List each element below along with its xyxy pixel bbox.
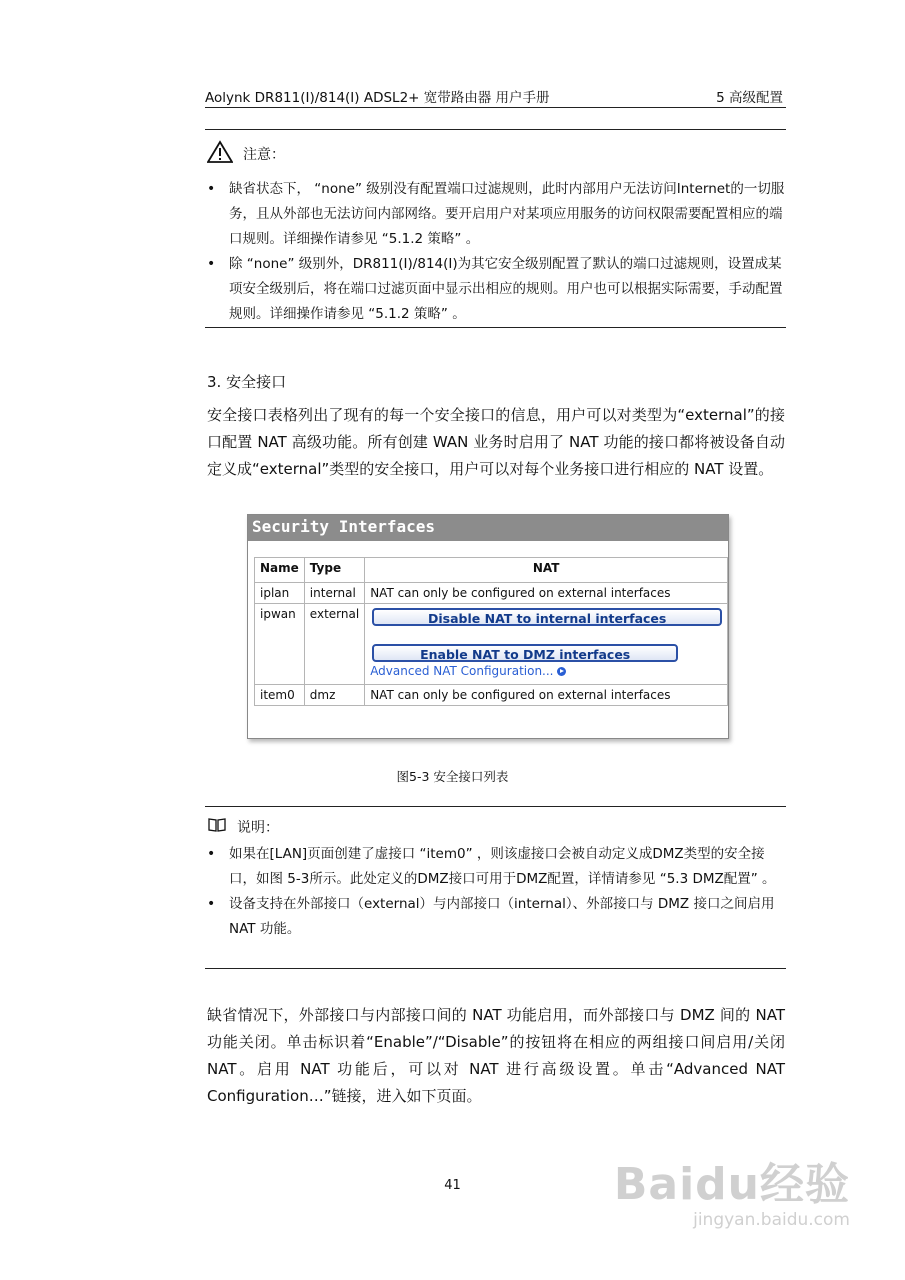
row-name: item0 bbox=[255, 685, 305, 706]
watermark bbox=[614, 1148, 850, 1230]
warning-icon bbox=[207, 140, 233, 168]
page-number: 41 bbox=[444, 1178, 461, 1193]
explanation-top-rule bbox=[205, 806, 786, 807]
note-item-1: • 缺省状态下， “none” 级别没有配置端口过滤规则，此时内部用户无法访问Internet的一切服务，且从外部也无法访问内部网络。要开启用户对某项应用服务的访问权限需要配置相应的端口规则。详细操作请参见 “5.1.2 策略” 。 bbox=[207, 177, 785, 252]
note-title: 注意： bbox=[243, 147, 285, 163]
note-item-2: • 除 “none” 级别外，DR811(I)/814(I)为其它安全级别配置了默认的端口过滤规则，设置成某项安全级别后，将在端口过滤页面中显示出相应的规则。用户也可以根据实际需要，手动配置规则。详细操作请参见 “5.1.2 策略” 。 bbox=[207, 252, 785, 327]
enable-nat-dmz-button[interactable]: Enable NAT to DMZ interfaces bbox=[372, 644, 678, 662]
col-name-header: Name bbox=[255, 558, 305, 583]
row-type: internal bbox=[304, 583, 364, 604]
row-nat: NAT can only be configured on external interfaces bbox=[365, 583, 728, 604]
row-nat-actions bbox=[365, 604, 728, 685]
header-rule bbox=[205, 107, 786, 108]
col-nat-header: NAT bbox=[365, 558, 728, 583]
watermark-url: jingyan.baidu.com bbox=[693, 1210, 850, 1230]
note-bottom-rule bbox=[205, 327, 786, 328]
note-list bbox=[207, 177, 785, 327]
disable-nat-internal-button[interactable]: Disable NAT to internal interfaces bbox=[372, 608, 722, 626]
row-name: ipwan bbox=[255, 604, 305, 685]
advanced-nat-link-row[interactable] bbox=[370, 664, 722, 678]
row-type: external bbox=[304, 604, 364, 685]
col-type-header: Type bbox=[304, 558, 364, 583]
watermark-brand: Baidu经验 bbox=[613, 1159, 850, 1210]
row-name: iplan bbox=[255, 583, 305, 604]
table-row bbox=[255, 583, 728, 604]
section-paragraph: 安全接口表格列出了现有的每一个安全接口的信息，用户可以对类型为“external”的接口配置 NAT 高级功能。所有创建 WAN 业务时启用了 NAT 功能的接口都将被设备自动定义成“external”类型的安全接口，用户可以对每个业务接口进行相应的 NAT 设置。 bbox=[207, 406, 785, 478]
row-type: dmz bbox=[304, 685, 364, 706]
table-row bbox=[255, 685, 728, 706]
closing-paragraph: 缺省情况下，外部接口与内部接口间的 NAT 功能启用，而外部接口与 DMZ 间的 NAT 功能关闭。单击标识着“Enable”/“Disable”的按钮将在相应的两组接口间启用/关闭 NAT。启用 NAT 功能后，可以对 NAT 进行高级设置。单击“Advanced NAT Configuration…”链接，进入如下页面。 bbox=[207, 1006, 785, 1105]
advanced-nat-link[interactable]: Advanced NAT Configuration... bbox=[370, 664, 554, 678]
note-heading bbox=[207, 140, 285, 168]
explanation-item-2: • 设备支持在外部接口（external）与内部接口（internal）、外部接口与 DMZ 接口之间启用 NAT 功能。 bbox=[207, 892, 785, 942]
table-header-row bbox=[255, 558, 728, 583]
explanation-item-1: • 如果在[LAN]页面创建了虚接口 “item0” ，则该虚接口会被自动定义成DMZ类型的安全接口，如图 5-3所示。此处定义的DMZ接口可用于DMZ配置，详情请参见 “5.3 DMZ配置” 。 bbox=[207, 842, 785, 892]
header-chapter: 5 高级配置 bbox=[716, 90, 783, 106]
row-nat: NAT can only be configured on external interfaces bbox=[365, 685, 728, 706]
explanation-title: 说明： bbox=[237, 820, 279, 836]
note-top-rule bbox=[205, 129, 786, 130]
panel-title: Security Interfaces bbox=[248, 515, 728, 541]
figure-caption: 图5-3 安全接口列表 bbox=[396, 769, 509, 784]
security-interfaces-panel bbox=[247, 514, 729, 739]
security-interfaces-table bbox=[254, 557, 728, 706]
table-row bbox=[255, 604, 728, 685]
header-title: Aolynk DR811(I)/814(I) ADSL2+ 宽带路由器 用户手册 bbox=[205, 90, 550, 106]
section-title: 3. 安全接口 bbox=[207, 373, 287, 391]
explanation-list bbox=[207, 842, 785, 942]
book-icon bbox=[207, 817, 227, 837]
explanation-heading bbox=[207, 817, 279, 837]
arrow-circle-icon[interactable] bbox=[557, 667, 566, 676]
explanation-bottom-rule bbox=[205, 968, 786, 969]
